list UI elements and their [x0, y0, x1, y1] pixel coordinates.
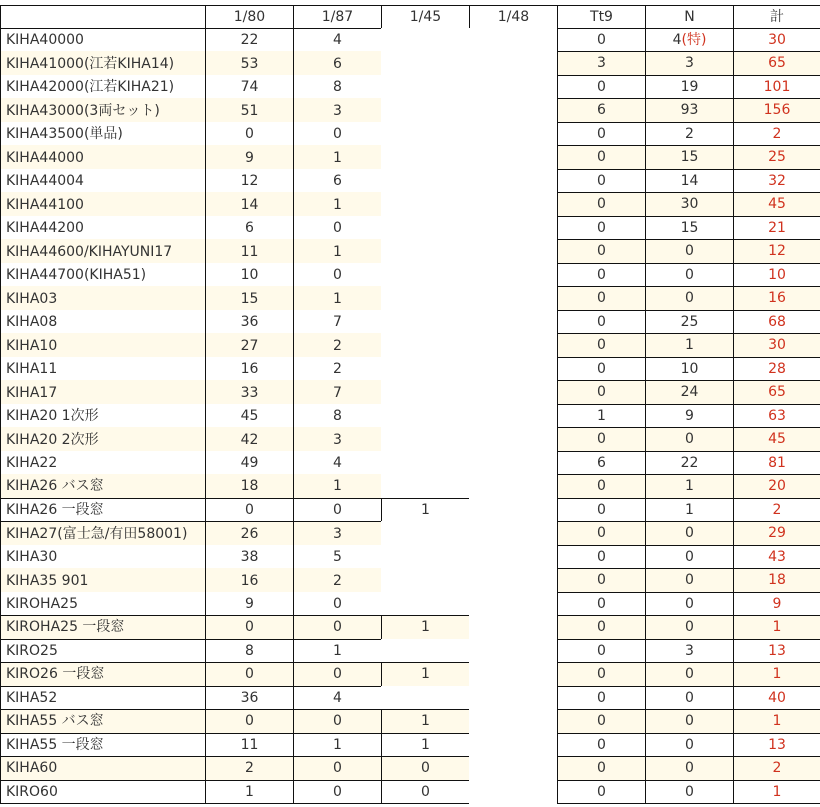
- cell-scale-1-48: [469, 380, 558, 405]
- cell-tt9: 0: [557, 427, 646, 452]
- cell-scale-1-87: 0: [293, 756, 382, 781]
- row-name: KIHA42000(江若KIHA21): [0, 75, 206, 100]
- row-name: KIHA03: [0, 286, 206, 311]
- cell-tt9: 0: [557, 169, 646, 194]
- cell-total: 1: [733, 709, 820, 734]
- cell-scale-1-48: [469, 545, 558, 570]
- cell-scale-1-48: [469, 451, 558, 476]
- cell-n: 0: [645, 756, 734, 781]
- cell-scale-1-87: 7: [293, 380, 382, 405]
- cell-scale-1-80: 36: [205, 686, 294, 711]
- cell-n: 1: [645, 474, 734, 499]
- cell-scale-1-45: [381, 333, 470, 358]
- cell-scale-1-87: 2: [293, 333, 382, 358]
- cell-total: 13: [733, 733, 820, 758]
- cell-tt9: 0: [557, 310, 646, 335]
- cell-total: 45: [733, 427, 820, 452]
- row-name: KIHA43000(3両セット): [0, 98, 206, 123]
- cell-scale-1-45: [381, 75, 470, 100]
- cell-total: 65: [733, 51, 820, 76]
- cell-scale-1-80: 27: [205, 333, 294, 358]
- cell-n: 0: [645, 592, 734, 617]
- cell-scale-1-80: 16: [205, 568, 294, 593]
- cell-scale-1-48: [469, 639, 558, 664]
- cell-total: 63: [733, 404, 820, 429]
- cell-n: 24: [645, 380, 734, 405]
- row-name: KIHA44700(KIHA51): [0, 263, 206, 288]
- cell-scale-1-45: [381, 216, 470, 241]
- cell-scale-1-48: [469, 28, 558, 53]
- cell-n: 0: [645, 780, 734, 805]
- cell-n: 2: [645, 122, 734, 147]
- cell-total: 45: [733, 192, 820, 217]
- cell-total: 18: [733, 568, 820, 593]
- cell-scale-1-87: 6: [293, 51, 382, 76]
- cell-total: 32: [733, 169, 820, 194]
- cell-total: 2: [733, 756, 820, 781]
- cell-scale-1-87: 0: [293, 780, 382, 805]
- cell-scale-1-48: [469, 592, 558, 617]
- cell-total: 81: [733, 451, 820, 476]
- cell-scale-1-48: [469, 780, 558, 805]
- row-name: KIHA55 バス窓: [0, 709, 206, 734]
- cell-tt9: 1: [557, 404, 646, 429]
- cell-n: 0: [645, 286, 734, 311]
- row-name: KIHA44100: [0, 192, 206, 217]
- cell-scale-1-80: 6: [205, 216, 294, 241]
- cell-scale-1-80: 9: [205, 145, 294, 170]
- cell-tt9: 0: [557, 521, 646, 546]
- cell-scale-1-48: [469, 145, 558, 170]
- row-name: KIROHA25: [0, 592, 206, 617]
- cell-tt9: 0: [557, 686, 646, 711]
- cell-total: 43: [733, 545, 820, 570]
- row-name: KIRO26 一段窓: [0, 662, 206, 687]
- cell-scale-1-80: 16: [205, 357, 294, 382]
- cell-scale-1-48: [469, 286, 558, 311]
- cell-n: 0: [645, 615, 734, 640]
- cell-scale-1-87: 4: [293, 28, 382, 53]
- cell-scale-1-80: 42: [205, 427, 294, 452]
- cell-scale-1-80: 14: [205, 192, 294, 217]
- cell-tt9: 0: [557, 615, 646, 640]
- cell-total: 65: [733, 380, 820, 405]
- cell-scale-1-80: 0: [205, 709, 294, 734]
- cell-scale-1-45: [381, 145, 470, 170]
- cell-scale-1-80: 10: [205, 263, 294, 288]
- cell-n: 22: [645, 451, 734, 476]
- header-total: 計: [733, 5, 820, 29]
- cell-tt9: 0: [557, 709, 646, 734]
- cell-n: [645, 28, 734, 53]
- cell-scale-1-80: 18: [205, 474, 294, 499]
- cell-n: 0: [645, 545, 734, 570]
- cell-tt9: 0: [557, 216, 646, 241]
- cell-scale-1-87: 8: [293, 75, 382, 100]
- cell-total: 1: [733, 662, 820, 687]
- cell-scale-1-48: [469, 263, 558, 288]
- cell-total: 2: [733, 498, 820, 523]
- cell-n: 0: [645, 662, 734, 687]
- cell-n: 0: [645, 568, 734, 593]
- cell-scale-1-80: 8: [205, 639, 294, 664]
- cell-total: 21: [733, 216, 820, 241]
- cell-total: 1: [733, 780, 820, 805]
- cell-scale-1-45: [381, 239, 470, 264]
- cell-n: 93: [645, 98, 734, 123]
- cell-scale-1-87: 1: [293, 145, 382, 170]
- cell-n: 0: [645, 733, 734, 758]
- cell-scale-1-45: 1: [381, 662, 470, 687]
- cell-scale-1-48: [469, 733, 558, 758]
- cell-scale-1-87: 3: [293, 98, 382, 123]
- cell-scale-1-80: 15: [205, 286, 294, 311]
- cell-n: 9: [645, 404, 734, 429]
- cell-scale-1-48: [469, 427, 558, 452]
- cell-n: 0: [645, 521, 734, 546]
- cell-tt9: 0: [557, 639, 646, 664]
- cell-scale-1-45: [381, 427, 470, 452]
- cell-scale-1-48: [469, 357, 558, 382]
- cell-scale-1-80: 0: [205, 498, 294, 523]
- cell-tt9: 0: [557, 357, 646, 382]
- cell-scale-1-80: 12: [205, 169, 294, 194]
- cell-n: 10: [645, 357, 734, 382]
- header-scale-1-48: 1/48: [469, 5, 558, 29]
- cell-tt9: 0: [557, 545, 646, 570]
- cell-scale-1-48: [469, 122, 558, 147]
- cell-scale-1-45: [381, 286, 470, 311]
- cell-scale-1-45: [381, 192, 470, 217]
- cell-tt9: 0: [557, 592, 646, 617]
- cell-scale-1-45: [381, 357, 470, 382]
- row-name: KIHA44200: [0, 216, 206, 241]
- cell-n: 1: [645, 498, 734, 523]
- cell-scale-1-80: 38: [205, 545, 294, 570]
- cell-scale-1-87: 0: [293, 263, 382, 288]
- cell-n: 0: [645, 686, 734, 711]
- cell-scale-1-87: 0: [293, 709, 382, 734]
- row-name: KIHA52: [0, 686, 206, 711]
- cell-scale-1-48: [469, 756, 558, 781]
- cell-scale-1-45: [381, 404, 470, 429]
- row-name: KIHA11: [0, 357, 206, 382]
- row-name: KIHA10: [0, 333, 206, 358]
- cell-scale-1-80: 11: [205, 239, 294, 264]
- row-name: KIHA26 一段窓: [0, 498, 206, 523]
- cell-total: 101: [733, 75, 820, 100]
- row-name: KIHA22: [0, 451, 206, 476]
- cell-scale-1-80: 22: [205, 28, 294, 53]
- cell-scale-1-45: [381, 51, 470, 76]
- cell-n: 0: [645, 239, 734, 264]
- cell-scale-1-45: [381, 122, 470, 147]
- row-name: KIHA41000(江若KIHA14): [0, 51, 206, 76]
- cell-scale-1-45: [381, 263, 470, 288]
- cell-scale-1-45: [381, 28, 470, 53]
- cell-scale-1-87: 3: [293, 521, 382, 546]
- row-name: KIRO60: [0, 780, 206, 805]
- cell-scale-1-87: 8: [293, 404, 382, 429]
- cell-total: 68: [733, 310, 820, 335]
- cell-scale-1-45: [381, 545, 470, 570]
- row-name: KIHA35 901: [0, 568, 206, 593]
- cell-scale-1-87: 4: [293, 686, 382, 711]
- cell-scale-1-48: [469, 333, 558, 358]
- cell-total: 40: [733, 686, 820, 711]
- cell-scale-1-45: [381, 521, 470, 546]
- row-name: KIHA30: [0, 545, 206, 570]
- cell-scale-1-80: 33: [205, 380, 294, 405]
- cell-tt9: 0: [557, 75, 646, 100]
- cell-n: 0: [645, 427, 734, 452]
- header-scale-1-80: 1/80: [205, 5, 294, 29]
- cell-scale-1-87: 0: [293, 615, 382, 640]
- cell-tt9: 0: [557, 28, 646, 53]
- cell-scale-1-87: 0: [293, 122, 382, 147]
- cell-n: 19: [645, 75, 734, 100]
- row-name: KIHA44000: [0, 145, 206, 170]
- cell-scale-1-87: 1: [293, 286, 382, 311]
- cell-n: 1: [645, 333, 734, 358]
- cell-scale-1-87: 1: [293, 639, 382, 664]
- row-name: KIHA17: [0, 380, 206, 405]
- cell-scale-1-87: 4: [293, 451, 382, 476]
- cell-total: 28: [733, 357, 820, 382]
- cell-scale-1-45: [381, 310, 470, 335]
- cell-total: 2: [733, 122, 820, 147]
- cell-scale-1-45: [381, 451, 470, 476]
- cell-total: 30: [733, 333, 820, 358]
- cell-total: 12: [733, 239, 820, 264]
- cell-total: 20: [733, 474, 820, 499]
- cell-scale-1-87: 6: [293, 169, 382, 194]
- cell-scale-1-48: [469, 75, 558, 100]
- cell-tt9: 0: [557, 568, 646, 593]
- cell-scale-1-80: 1: [205, 780, 294, 805]
- cell-total: 1: [733, 615, 820, 640]
- row-name: KIHA40000: [0, 28, 206, 53]
- cell-scale-1-87: 3: [293, 427, 382, 452]
- row-name: KIHA26 バス窓: [0, 474, 206, 499]
- cell-scale-1-87: 0: [293, 662, 382, 687]
- cell-scale-1-80: 11: [205, 733, 294, 758]
- cell-tt9: 0: [557, 498, 646, 523]
- cell-total: 156: [733, 98, 820, 123]
- row-name: KIHA44004: [0, 169, 206, 194]
- cell-n: 0: [645, 709, 734, 734]
- cell-tt9: 0: [557, 780, 646, 805]
- cell-scale-1-45: 0: [381, 756, 470, 781]
- cell-total: 30: [733, 28, 820, 53]
- header-n: N: [645, 5, 734, 29]
- cell-n: 0: [645, 263, 734, 288]
- row-name: KIHA08: [0, 310, 206, 335]
- header-scale-1-45: 1/45: [381, 5, 470, 29]
- special-note: (特): [681, 31, 707, 48]
- cell-scale-1-45: [381, 568, 470, 593]
- cell-scale-1-87: 1: [293, 474, 382, 499]
- cell-scale-1-45: [381, 686, 470, 711]
- cell-scale-1-87: 0: [293, 216, 382, 241]
- cell-scale-1-87: 0: [293, 592, 382, 617]
- cell-total: 9: [733, 592, 820, 617]
- cell-scale-1-45: 1: [381, 498, 470, 523]
- cell-scale-1-80: 0: [205, 615, 294, 640]
- cell-tt9: 0: [557, 192, 646, 217]
- cell-tt9: 0: [557, 286, 646, 311]
- cell-tt9: 0: [557, 733, 646, 758]
- cell-scale-1-87: 0: [293, 498, 382, 523]
- cell-scale-1-87: 1: [293, 733, 382, 758]
- cell-scale-1-80: 2: [205, 756, 294, 781]
- cell-tt9: 0: [557, 474, 646, 499]
- cell-scale-1-48: [469, 474, 558, 499]
- header-tt9: Tt9: [557, 5, 646, 29]
- cell-scale-1-48: [469, 615, 558, 640]
- cell-scale-1-45: [381, 380, 470, 405]
- cell-tt9: 6: [557, 98, 646, 123]
- row-name: KIHA20 1次形: [0, 404, 206, 429]
- header-name: [0, 5, 206, 29]
- cell-scale-1-48: [469, 568, 558, 593]
- cell-tt9: 0: [557, 239, 646, 264]
- cell-scale-1-48: [469, 51, 558, 76]
- cell-scale-1-87: 5: [293, 545, 382, 570]
- cell-scale-1-48: [469, 310, 558, 335]
- cell-scale-1-48: [469, 216, 558, 241]
- n-value: 4: [672, 31, 682, 48]
- cell-tt9: 0: [557, 756, 646, 781]
- cell-scale-1-48: [469, 662, 558, 687]
- header-scale-1-87: 1/87: [293, 5, 382, 29]
- cell-n: 15: [645, 145, 734, 170]
- cell-scale-1-45: [381, 474, 470, 499]
- cell-total: 13: [733, 639, 820, 664]
- row-name: KIHA43500(単品): [0, 122, 206, 147]
- cell-tt9: 0: [557, 122, 646, 147]
- cell-n: 3: [645, 639, 734, 664]
- cell-scale-1-45: [381, 592, 470, 617]
- cell-scale-1-48: [469, 169, 558, 194]
- cell-n: 15: [645, 216, 734, 241]
- cell-scale-1-48: [469, 521, 558, 546]
- cell-total: 16: [733, 286, 820, 311]
- cell-scale-1-87: 2: [293, 568, 382, 593]
- row-name: KIHA20 2次形: [0, 427, 206, 452]
- cell-n: 3: [645, 51, 734, 76]
- row-name: KIROHA25 一段窓: [0, 615, 206, 640]
- cell-n: 30: [645, 192, 734, 217]
- cell-scale-1-80: 51: [205, 98, 294, 123]
- cell-tt9: 3: [557, 51, 646, 76]
- row-name: KIHA44600/KIHAYUNI17: [0, 239, 206, 264]
- cell-scale-1-87: 2: [293, 357, 382, 382]
- cell-scale-1-48: [469, 709, 558, 734]
- cell-scale-1-48: [469, 686, 558, 711]
- cell-total: 29: [733, 521, 820, 546]
- cell-scale-1-80: 0: [205, 122, 294, 147]
- cell-scale-1-48: [469, 239, 558, 264]
- cell-scale-1-48: [469, 98, 558, 123]
- cell-scale-1-80: 74: [205, 75, 294, 100]
- cell-scale-1-80: 53: [205, 51, 294, 76]
- cell-scale-1-80: 9: [205, 592, 294, 617]
- cell-scale-1-45: 1: [381, 615, 470, 640]
- cell-tt9: 0: [557, 333, 646, 358]
- cell-scale-1-48: [469, 192, 558, 217]
- cell-scale-1-45: [381, 98, 470, 123]
- row-name: KIHA60: [0, 756, 206, 781]
- row-name: KIHA55 一段窓: [0, 733, 206, 758]
- cell-n: 14: [645, 169, 734, 194]
- cell-scale-1-87: 1: [293, 239, 382, 264]
- cell-scale-1-87: 1: [293, 192, 382, 217]
- cell-tt9: 0: [557, 145, 646, 170]
- cell-total: 25: [733, 145, 820, 170]
- cell-total: 10: [733, 263, 820, 288]
- cell-scale-1-80: 0: [205, 662, 294, 687]
- cell-tt9: 6: [557, 451, 646, 476]
- cell-scale-1-45: [381, 639, 470, 664]
- cell-scale-1-48: [469, 404, 558, 429]
- cell-scale-1-80: 36: [205, 310, 294, 335]
- row-name: KIHA27(富士急/有田58001): [0, 521, 206, 546]
- cell-n: 25: [645, 310, 734, 335]
- cell-scale-1-45: [381, 169, 470, 194]
- cell-scale-1-80: 45: [205, 404, 294, 429]
- cell-scale-1-45: 1: [381, 733, 470, 758]
- cell-scale-1-45: 1: [381, 709, 470, 734]
- cell-scale-1-48: [469, 498, 558, 523]
- row-name: KIRO25: [0, 639, 206, 664]
- cell-tt9: 0: [557, 263, 646, 288]
- cell-scale-1-80: 26: [205, 521, 294, 546]
- cell-scale-1-80: 49: [205, 451, 294, 476]
- cell-scale-1-45: 0: [381, 780, 470, 805]
- cell-scale-1-87: 7: [293, 310, 382, 335]
- cell-tt9: 0: [557, 380, 646, 405]
- cell-tt9: 0: [557, 662, 646, 687]
